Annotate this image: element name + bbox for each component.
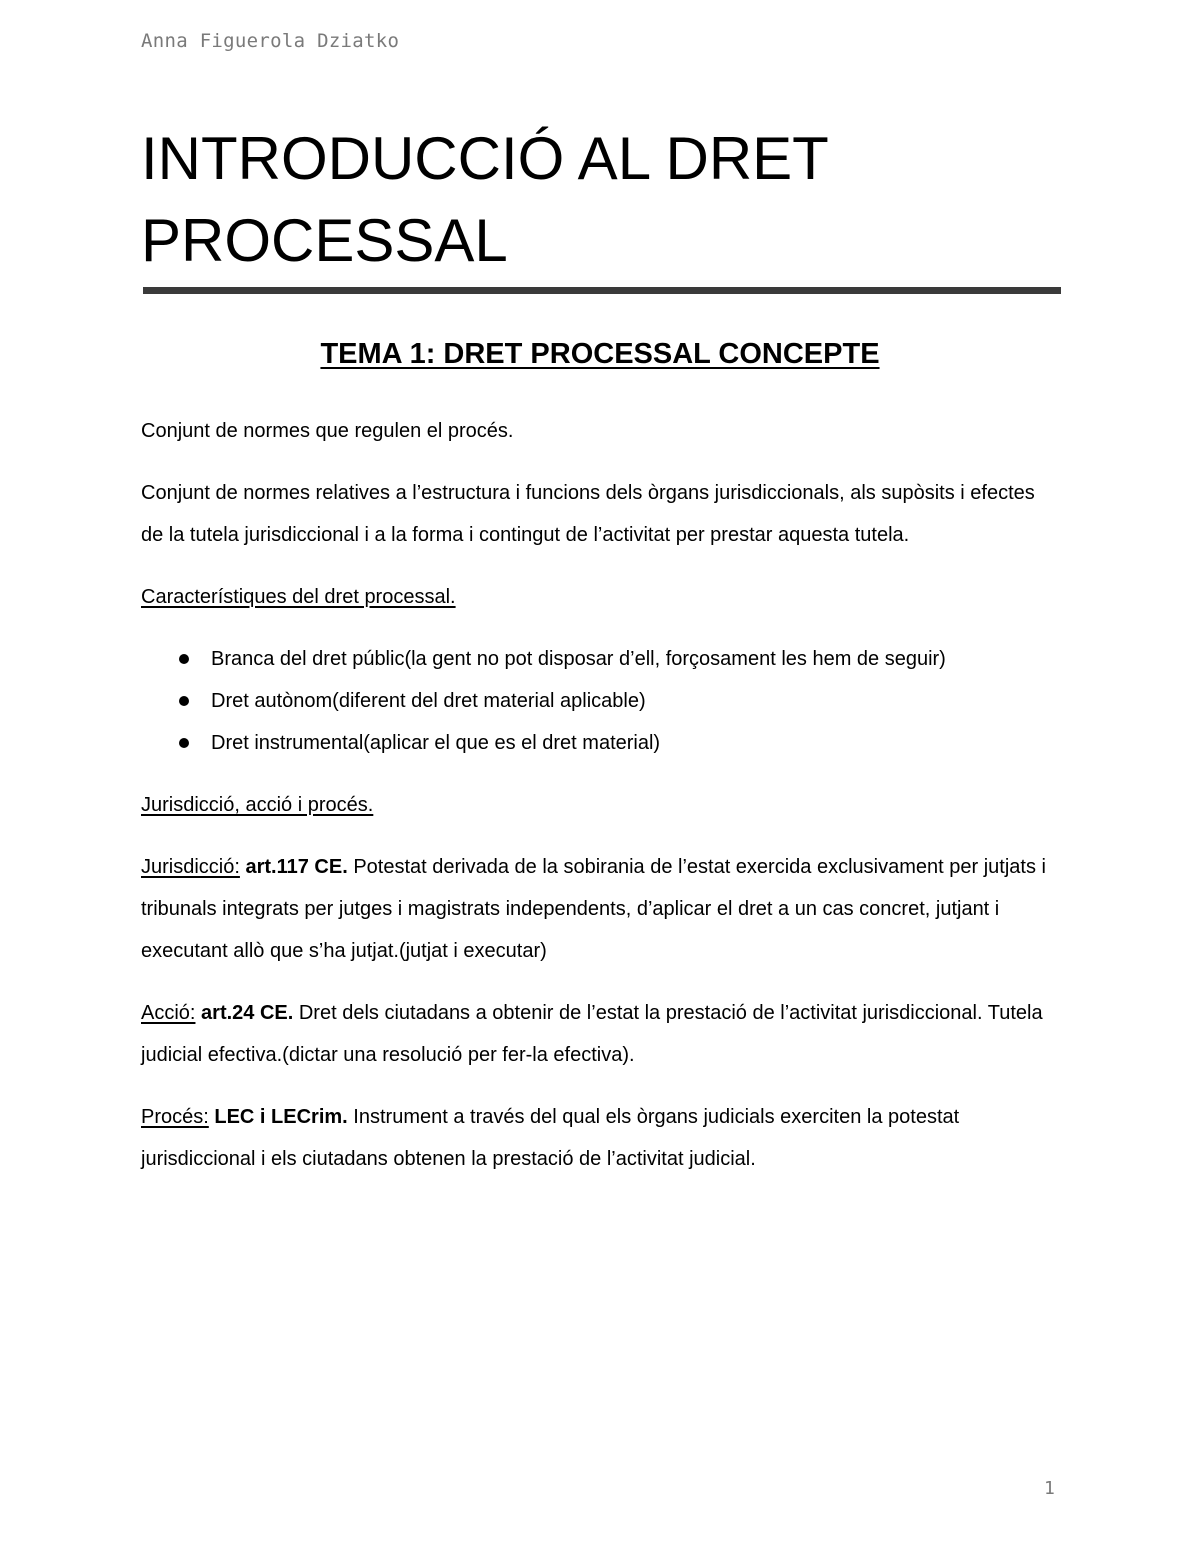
accio-label: Acció: (141, 1002, 196, 1024)
characteristics-heading (141, 576, 1061, 618)
header-author: Anna Figuerola Dziatko (141, 30, 400, 52)
paragraph-proces (141, 1096, 1061, 1180)
title-line-1: INTRODUCCIÓ AL DRET (141, 125, 829, 192)
section-heading: TEMA 1: DRET PROCESSAL CONCEPTE (320, 338, 880, 370)
section-body (141, 410, 1061, 1200)
document-title (141, 118, 1061, 282)
list-item (141, 638, 1061, 680)
characteristics-heading-text: Característiques del dret processal. (141, 586, 456, 608)
list-item-text: Dret autònom(diferent del dret material aplicable) (211, 690, 646, 712)
jurisdiccio-ref: art.117 CE. (245, 856, 348, 878)
list-item (141, 722, 1061, 764)
jap-heading-text: Jurisdicció, acció i procés. (141, 794, 374, 816)
characteristics-list (141, 638, 1061, 764)
paragraph-definition-short: Conjunt de normes que regulen el procés. (141, 420, 514, 442)
jurisdiccio-text: Potestat derivada de la sobirania de l’estat exercida exclusivament per jutjats i tribunals integrats per jutges i magistrats independents, d’aplicar el dret a un cas concret, jutjant i executant allò que s’ha jutjat.(jutjat i executar) (141, 856, 1046, 962)
list-item (141, 680, 1061, 722)
bullet-icon (179, 738, 189, 748)
jurisdiccio-label: Jurisdicció: (141, 856, 240, 878)
proces-text: Instrument a través del qual els òrgans judicials exerciten la potestat jurisdiccional i els ciutadans obtenen la prestació de l’activitat judicial. (141, 1106, 960, 1170)
proces-label: Procés: (141, 1106, 209, 1128)
title-line-2: PROCESSAL (141, 207, 508, 274)
proces-ref: LEC i LECrim. (214, 1106, 348, 1128)
list-item-text: Dret instrumental(aplicar el que es el dret material) (211, 732, 661, 754)
title-divider (143, 287, 1061, 294)
page-number: 1 (1044, 1478, 1055, 1499)
paragraph-accio (141, 992, 1061, 1076)
paragraph-jurisdiccio (141, 846, 1061, 972)
jap-heading (141, 784, 1061, 826)
bullet-icon (179, 696, 189, 706)
list-item-text: Branca del dret públic(la gent no pot disposar d’ell, forçosament les hem de seguir) (211, 648, 946, 670)
paragraph-definition-long: Conjunt de normes relatives a l’estructura i funcions dels òrgans jurisdiccionals, als supòsits i efectes de la tutela jurisdiccional i a la forma i contingut de l’activitat per prestar aquesta tutela. (141, 482, 1035, 546)
accio-ref: art.24 CE. (201, 1002, 294, 1024)
bullet-icon (179, 654, 189, 664)
accio-text: Dret dels ciutadans a obtenir de l’estat la prestació de l’activitat jurisdiccional. Tutela judicial efectiva.(dictar una resolució per fer-la efectiva). (141, 1002, 1043, 1066)
